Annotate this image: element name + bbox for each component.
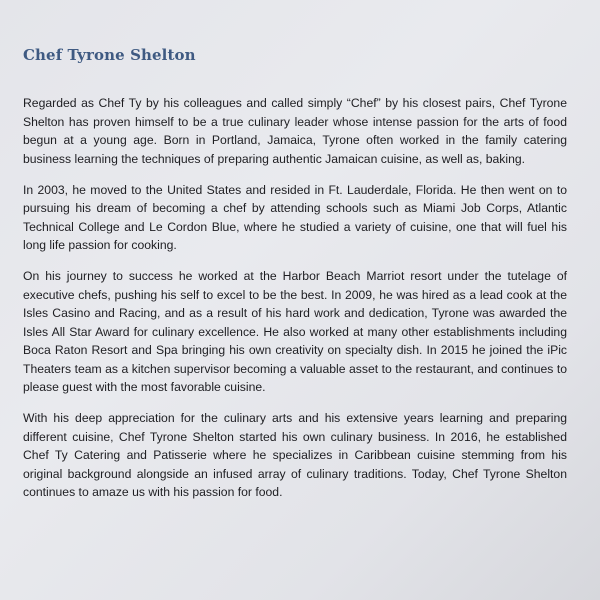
paragraph-1: Regarded as Chef Ty by his colleagues and called simply “Chef” by his closest pairs, Chef Tyrone Shelton has proven himself to be a true culinary leader whose intense passion for the arts of food begun at a young age. Born in Portland, Jamaica, Tyrone often worked in the family catering business learning the techniques of preparing authentic Jamaican cuisine, as well as, baking. bbox=[23, 96, 567, 166]
document-title: Chef Tyrone Shelton bbox=[23, 46, 196, 64]
document-body bbox=[23, 94, 567, 514]
paragraph-2: In 2003, he moved to the United States and resided in Ft. Lauderdale, Florida. He then went on to pursuing his dream of becoming a chef by attending schools such as Miami Job Corps, Atlantic Technical College and Le Cordon Blue, where he studied a variety of cuisine, one that will fuel his long life passion for cooking. bbox=[23, 182, 567, 252]
paragraph-4: With his deep appreciation for the culinary arts and his extensive years learning and preparing different cuisine, Chef Tyrone Shelton started his own culinary business. In 2016, he established Chef Ty Catering and Patisserie where he specializes in Caribbean cuisine stemming from his original background alongside an infused array of culinary traditions. Today, Chef Tyrone Shelton continues to amaze us with his passion for food. bbox=[23, 411, 567, 499]
paragraph-3: On his journey to success he worked at the Harbor Beach Marriot resort under the tutelage of executive chefs, pushing his self to excel to be the best. In 2009, he was hired as a lead cook at the Isles Casino and Racing, and as a result of his hard work and dedication, Tyrone was awarded the Isles All Star Award for culinary excellence. He also worked at many other establishments including Boca Raton Resort and Spa bringing his own creativity on specialty dish. In 2015 he joined the iPic Theaters team as a kitchen supervisor becoming a valuable asset to the restaurant, and continues to please guest with the most favorable cuisine. bbox=[23, 269, 567, 394]
